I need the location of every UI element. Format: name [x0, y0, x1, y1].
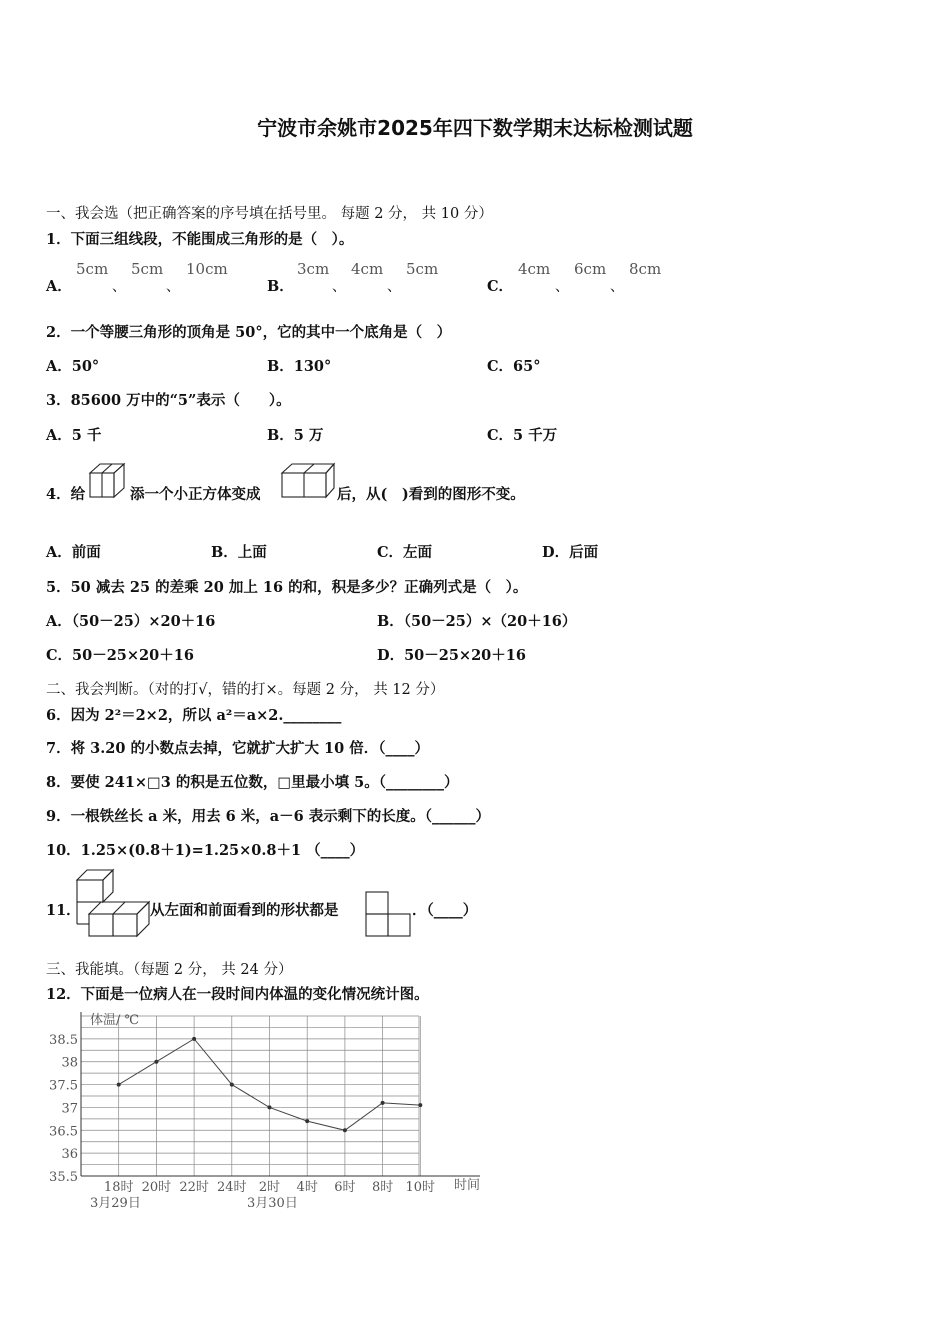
chart-data-point — [230, 1083, 234, 1087]
q1-b-sep1: 、 — [332, 279, 346, 295]
q1-c-sep1: 、 — [555, 279, 569, 295]
section2-heading: 二、我会判断。（对的打√，错的打×。每题 2 分， 共 12 分） — [46, 682, 445, 698]
temperature-line-chart — [40, 1008, 500, 1216]
chart-x-tick-label: 2时 — [258, 1180, 281, 1195]
q4-text-part2: 添一个小正方体变成 — [130, 486, 261, 503]
q1-option-c-label: C． — [487, 278, 514, 295]
q1-option-a-label: A． — [46, 278, 72, 295]
q1-option-b-label: B． — [267, 278, 294, 295]
chart-x-tick-label: 20时 — [141, 1180, 172, 1195]
q4-option-c: C．左面 — [377, 544, 433, 561]
q1-c-sep2: 、 — [610, 279, 624, 295]
chart-x-tick-label: 4时 — [296, 1180, 318, 1195]
q1-a-seg1: 5cm — [76, 260, 109, 278]
chart-date-label: 3月29日 — [90, 1196, 141, 1211]
q4-cube-figure-2 — [280, 459, 336, 499]
chart-y-axis-label: 体温/ ℃ — [90, 1013, 140, 1028]
q5-option-a: A．（50－25）×20＋16 — [46, 613, 216, 630]
q1-a-seg2: 5cm — [131, 260, 164, 278]
q11-shape-figure — [365, 891, 413, 939]
chart-data-point — [381, 1101, 385, 1105]
q1-c-seg1: 4cm — [518, 260, 551, 278]
chart-data-point — [305, 1119, 309, 1123]
chart-y-tick-label: 37.5 — [49, 1078, 78, 1094]
q2-stem: 2．一个等腰三角形的顶角是 50°，它的其中一个底角是（ ） — [46, 324, 452, 341]
chart-data-point — [268, 1105, 272, 1109]
chart-x-tick-label: 18时 — [103, 1180, 134, 1195]
chart-data-point — [154, 1060, 158, 1064]
q8-text: 8．要使 241×□3 的积是五位数，□里最小填 5。（________） — [46, 774, 459, 791]
chart-data-point — [418, 1103, 422, 1107]
q3-option-c: C．5 千万 — [487, 427, 558, 444]
q3-stem: 3．85600 万中的“5”表示（ ）。 — [46, 392, 291, 409]
q1-b-seg1: 3cm — [297, 260, 330, 278]
q11-text: 从左面和前面看到的形状都是 — [150, 902, 339, 919]
q5-option-c: C．50－25×20＋16 — [46, 647, 194, 664]
q1-a-sep2: 、 — [166, 279, 180, 295]
q12-stem: 12．下面是一位病人在一段时间内体温的变化情况统计图。 — [46, 986, 429, 1003]
q4-option-d: D．后面 — [542, 544, 599, 561]
q9-text: 9．一根铁丝长 a 米，用去 6 米，a－6 表示剩下的长度。（______） — [46, 808, 491, 825]
q5-option-d: D．50－25×20＋16 — [377, 647, 526, 664]
q1-a-seg3: 10cm — [186, 260, 228, 278]
q4-option-b: B．上面 — [211, 544, 267, 561]
chart-x-axis-label: 时间 — [454, 1178, 481, 1193]
q4-text-part1: 4．给 — [46, 486, 86, 503]
chart-data-point — [343, 1128, 347, 1132]
chart-data-point — [117, 1083, 121, 1087]
q1-c-seg2: 6cm — [574, 260, 607, 278]
chart-x-tick-label: 24时 — [217, 1180, 247, 1195]
chart-y-tick-label: 38 — [61, 1055, 78, 1071]
q2-option-c: C．65° — [487, 358, 541, 375]
chart-y-tick-label: 37 — [61, 1101, 78, 1117]
q11-cube-stack-figure — [75, 866, 151, 940]
page-title: 宁波市余姚市2025年四下数学期末达标检测试题 — [257, 116, 693, 140]
section1-heading: 一、我会选（把正确答案的序号填在括号里。 每题 2 分， 共 10 分） — [46, 206, 493, 222]
q4-cube-figure-1 — [88, 459, 128, 499]
q1-b-seg3: 5cm — [406, 260, 439, 278]
chart-date-label: 3月30日 — [247, 1196, 298, 1211]
chart-y-tick-label: 35.5 — [49, 1170, 78, 1185]
q6-text: 6．因为 2²＝2×2，所以 a²＝a×2.________ — [46, 707, 342, 724]
q3-option-a: A．5 千 — [46, 427, 102, 444]
chart-y-tick-label: 36 — [61, 1147, 78, 1163]
chart-y-tick-label: 36.5 — [49, 1124, 78, 1140]
chart-y-tick-label: 38.5 — [49, 1032, 78, 1048]
chart-x-tick-label: 8时 — [371, 1180, 394, 1195]
q5-stem: 5．50 减去 25 的差乘 20 加上 16 的和，积是多少？正确列式是（ ）。 — [46, 579, 528, 596]
q4-text-part3: 后，从( )看到的图形不变。 — [337, 486, 525, 503]
section3-heading: 三、我能填。（每题 2 分， 共 24 分） — [46, 962, 293, 978]
q2-option-b: B．130° — [267, 358, 332, 375]
q1-a-sep1: 、 — [112, 279, 126, 295]
q1-c-seg3: 8cm — [629, 260, 662, 278]
q1-b-seg2: 4cm — [351, 260, 384, 278]
q4-option-a: A．前面 — [46, 544, 101, 561]
q1-stem: 1．下面三组线段，不能围成三角形的是（ ）。 — [46, 231, 354, 248]
chart-data-point — [192, 1037, 196, 1041]
chart-x-tick-label: 6时 — [334, 1180, 356, 1195]
q1-b-sep2: 、 — [387, 279, 401, 295]
q11-number: 11． — [46, 902, 81, 919]
q5-option-b: B．（50－25）×（20＋16） — [377, 613, 577, 630]
q7-text: 7．将 3.20 的小数点去掉，它就扩大扩大 10 倍．（____） — [46, 740, 430, 757]
q3-option-b: B．5 万 — [267, 427, 324, 444]
q11-tail: ．（____） — [412, 902, 478, 919]
chart-x-tick-label: 10时 — [405, 1180, 436, 1195]
q10-text: 10．1.25×(0.8＋1)=1.25×0.8＋1 （____） — [46, 842, 365, 859]
q2-option-a: A．50° — [46, 358, 100, 375]
chart-x-tick-label: 22时 — [179, 1180, 209, 1195]
